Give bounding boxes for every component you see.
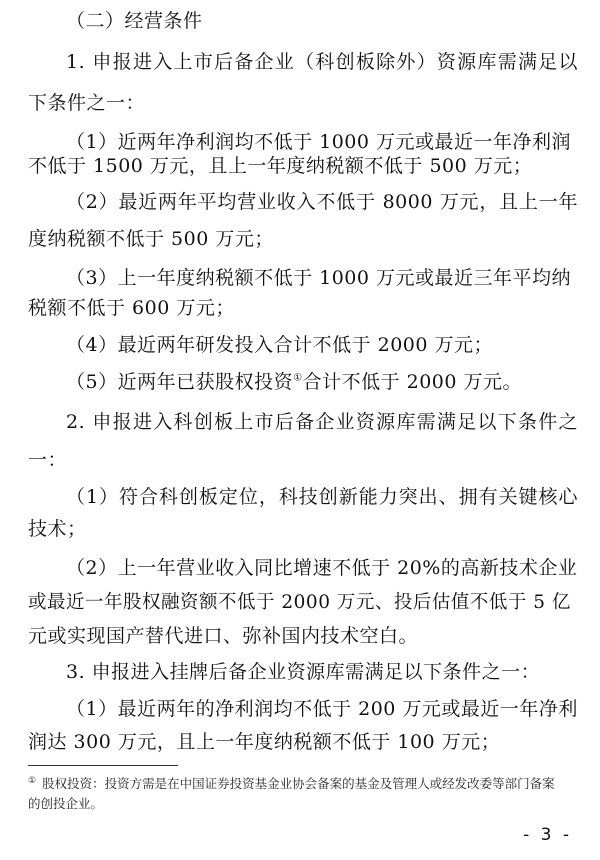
paragraph-line: 元或实现国产替代进口、弥补国内技术空白。 <box>28 625 419 647</box>
footnote-line: 股权投资：投资方需是在中国证券投资基金业协会备案的基金及管理人或经发改委等部门备案 <box>42 776 555 791</box>
paragraph-line: 一： <box>28 449 68 471</box>
section-title: （二）经营条件 <box>66 10 203 32</box>
paragraph-line: 不低于 1500 万元，且上一年度纳税额不低于 500 万元； <box>28 155 533 177</box>
footnote-mark: ① <box>28 775 37 786</box>
paragraph-line: 润达 300 万元，且上一年度纳税额不低于 100 万元； <box>28 731 501 753</box>
paragraph-line: 度纳税额不低于 500 万元； <box>28 228 274 250</box>
paragraph-line: 税额不低于 600 万元； <box>28 297 235 319</box>
paragraph-line <box>66 370 522 394</box>
paragraph-line: 技术； <box>28 518 87 540</box>
paragraph-line: 3. 申报进入挂牌后备企业资源库需满足以下条件之一： <box>66 661 541 683</box>
footnote-text <box>28 775 555 793</box>
page-number: - 3 - <box>523 825 572 845</box>
paragraph-line: （1）最近两年的净利润均不低于 200 万元或最近一年净利 <box>66 698 578 720</box>
footnote-divider <box>28 765 178 766</box>
paragraph-line: （3）上一年度纳税额不低于 1000 万元或最近三年平均纳 <box>66 267 572 289</box>
paragraph-line: （2）上一年营业收入同比增速不低于 20%的高新技术企业 <box>66 557 578 579</box>
paragraph-text: 合计不低于 2000 万元。 <box>302 371 522 393</box>
paragraph-line: 或最近一年股权融资额不低于 2000 万元、投后估值不低于 5 亿 <box>28 592 571 613</box>
paragraph-line: 下条件之一： <box>28 92 146 114</box>
paragraph-line: （1）符合科创板定位，科技创新能力突出、拥有关键核心 <box>66 486 578 508</box>
paragraph-line: （2）最近两年平均营业收入不低于 8000 万元，且上一年 <box>66 191 578 213</box>
paragraph-line: （4）最近两年研发投入合计不低于 2000 万元； <box>66 334 494 356</box>
footnote-reference: ① <box>293 372 303 384</box>
paragraph-line: 1. 申报进入上市后备企业（科创板除外）资源库需满足以 <box>66 51 578 73</box>
footnote-line: 的创投企业。 <box>28 796 104 811</box>
paragraph-line: （1）近两年净利润均不低于 1000 万元或最近一年净利润 <box>66 131 572 153</box>
paragraph-text: （5）近两年已获股权投资 <box>66 371 294 393</box>
paragraph-line: 2. 申报进入科创板上市后备企业资源库需满足以下条件之 <box>66 411 578 433</box>
